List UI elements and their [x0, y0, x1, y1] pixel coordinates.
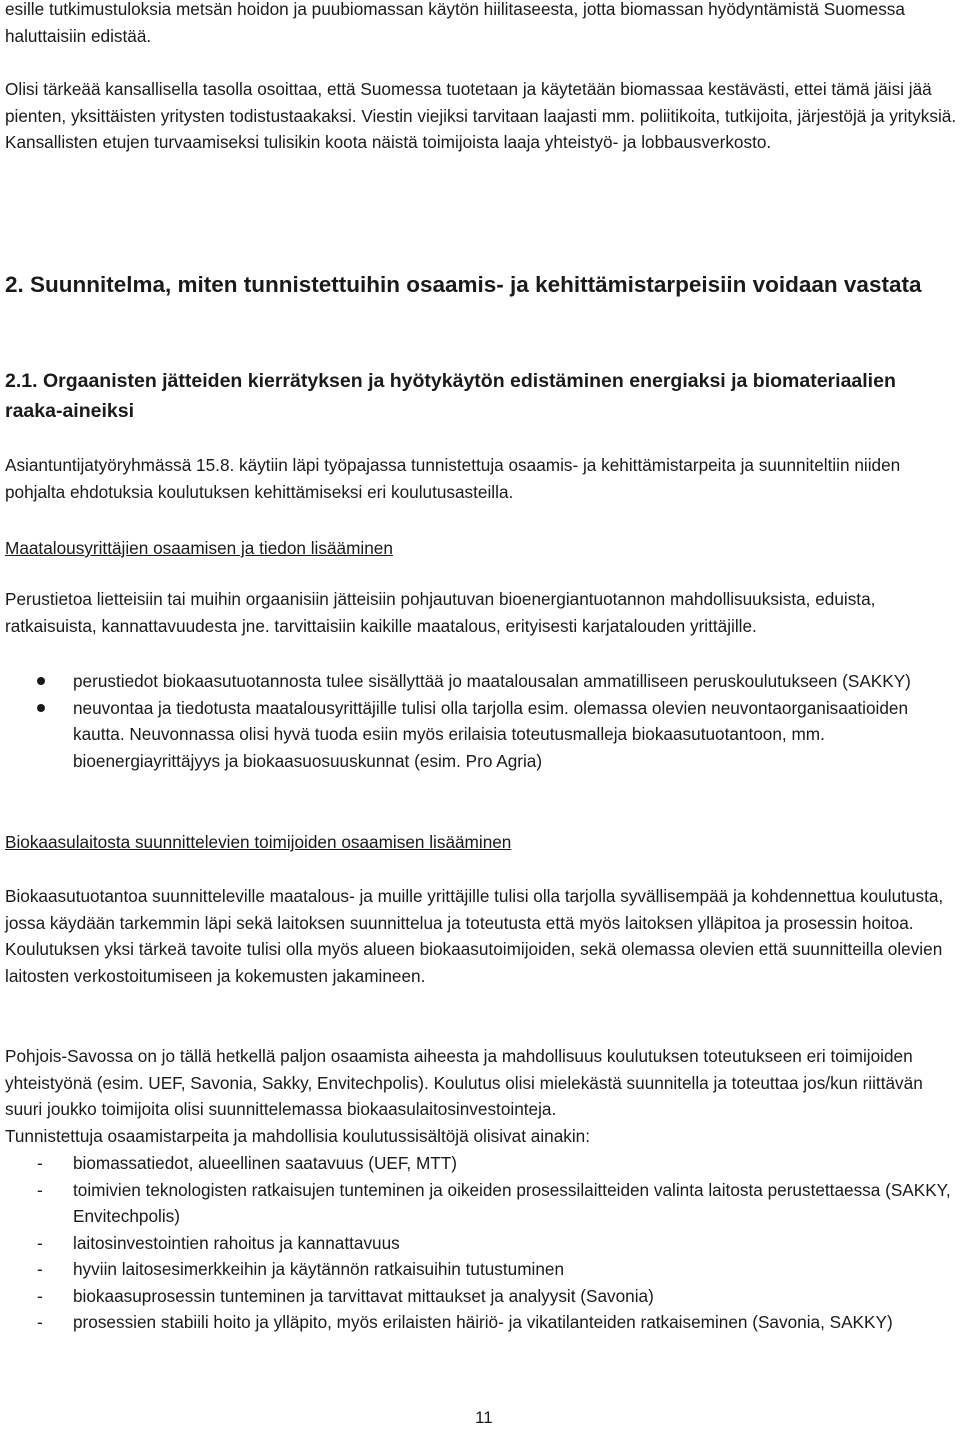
- farmer-bullet-list: [5, 668, 957, 774]
- need-text: biokaasuprosessin tunteminen ja tarvittavat mittaukset ja analyysit (Savonia): [73, 1285, 654, 1306]
- subheading-farmers: Maatalousyrittäjien osaamisen ja tiedon lisääminen: [5, 538, 393, 558]
- plants-paragraph-1: Biokaasutuotantoa suunnitteleville maatalous- ja muille yrittäjille tulisi olla tarjolla syvällisempää ja kohdennettua koulutusta, jossa käydään tarkemmin läpi sekä laitoksen suunnittelua ja toteutusta että myös laitoksen ylläpitoa ja prosessin hoitoa. Koulutuksen yksi tärkeä tavoite tulisi olla myös alueen biokaasutoimijoiden, sekä olemassa olevien että suunnitteilla olevien laitosten verkostoitumiseen ja kokemusten jakamineen.: [5, 886, 944, 986]
- need-text: hyviin laitosesimerkkeihin ja käytännön ratkaisuihin tutustuminen: [73, 1259, 565, 1279]
- needs-intro: Tunnistettuja osaamistarpeita ja mahdollisia koulutussisältöjä olisivat ainakin:: [5, 1126, 590, 1146]
- dash-icon: -: [37, 1179, 43, 1200]
- section-heading-2: 2. Suunnitelma, miten tunnistettuihin osaamis- ja kehittämistarpeisiin voidaan vastata: [5, 272, 922, 297]
- plants-paragraph-2: Pohjois-Savossa on jo tällä hetkellä paljon osaamista aiheesta ja mahdollisuus koulutuksen toteutukseen eri toimijoiden yhteistyönä (esim. UEF, Savonia, Sakky, Envitechpolis). Koulutus olisi mielekästä suunnitella ja toteuttaa jos/kun riittävän suuri joukko toimijoita olisi suunnittelemassa biokaasulaitosinvestointeja.: [5, 1046, 923, 1119]
- intro-paragraph-tail: esille tutkimustuloksia metsän hoidon ja puubiomassan käytön hiilitaseesta, jotta biomassan hyödyntämistä Suomessa haluttaisiin edistää.: [5, 0, 905, 46]
- dash-icon: -: [37, 1153, 43, 1173]
- needs-dash-list: [5, 1150, 957, 1336]
- need-text: laitosinvestointien rahoitus ja kannattavuus: [73, 1232, 400, 1253]
- list-item: [5, 1309, 957, 1336]
- need-text: biomassatiedot, alueellinen saatavuus (UEF, MTT): [73, 1153, 458, 1173]
- list-item: [5, 1150, 957, 1177]
- list-item: [5, 1256, 957, 1283]
- bullet-icon: [37, 704, 45, 712]
- page-number: 11: [475, 1408, 493, 1427]
- bullet-text: neuvontaa ja tiedotusta maatalousyrittäjille tulisi olla tarjolla esim. olemassa olevien neuvontaorganisaatioiden kautta. Neuvonnassa olisi hyvä tuoda esiin myös erilaisia toteutusmalleja biokaasutuotantoon, mm. bioenergiayrittäjyys ja biokaasuosuuskunnat (esim. Pro Agria): [73, 697, 909, 771]
- list-item: [5, 1177, 957, 1230]
- national-level-paragraph: Olisi tärkeää kansallisella tasolla osoittaa, että Suomessa tuotetaan ja käytetään biomassaa kestävästi, ettei tämä jäisi jää pienten, yksittäisten yritysten todistustaakaksi. Viestin viejiksi tarvitaan laajasti mm. poliitikoita, tutkijoita, järjestöjä ja yrityksiä. Kansallisten etujen turvaamiseksi tulisikin koota näistä toimijoista laaja yhteistyö- ja lobbausverkosto.: [5, 79, 957, 152]
- need-text: toimivien teknologisten ratkaisujen tunteminen ja oikeiden prosessilaitteiden valinta laitosta perustettaessa (SAKKY, Envitechpolis): [73, 1179, 951, 1226]
- workshop-paragraph: Asiantuntijatyöryhmässä 15.8. käytiin läpi työpajassa tunnistettuja osaamis- ja kehittämistarpeita ja suunniteltiin niiden pohjalta ehdotuksia koulutuksen kehittämiseksi eri koulutusasteilla.: [5, 455, 901, 502]
- dash-icon: -: [37, 1285, 43, 1306]
- subheading-plants: Biokaasulaitosta suunnittelevien toimijoiden osaamisen lisääminen: [5, 832, 512, 852]
- bullet-text: perustiedot biokaasutuotannosta tulee sisällyttää jo maatalousalan ammatilliseen peruskoulutukseen (SAKKY): [73, 671, 911, 691]
- dash-icon: -: [37, 1232, 43, 1253]
- need-text: prosessien stabiili hoito ja ylläpito, myös erilaisten häiriö- ja vikatilanteiden ratkaiseminen (Savonia, SAKKY): [73, 1312, 893, 1332]
- dash-icon: -: [37, 1259, 43, 1279]
- list-item: [5, 668, 957, 695]
- dash-icon: -: [37, 1312, 43, 1332]
- list-item: [5, 1230, 957, 1257]
- farmers-paragraph: Perustietoa lietteisiin tai muihin orgaanisiin jätteisiin pohjautuvan bioenergiantuotannon mahdollisuuksista, eduista, ratkaisuista, kannattavuudesta jne. tarvittaisiin kaikille maatalous, erityisesti karjatalouden yrittäjille.: [5, 589, 876, 636]
- list-item: [5, 695, 957, 775]
- list-item: [5, 1283, 957, 1310]
- section-heading-2-1: 2.1. Orgaanisten jätteiden kierrätyksen ja hyötykäytön edistäminen energiaksi ja biomateriaalien raaka-aineiksi: [5, 370, 896, 422]
- bullet-icon: [37, 677, 45, 685]
